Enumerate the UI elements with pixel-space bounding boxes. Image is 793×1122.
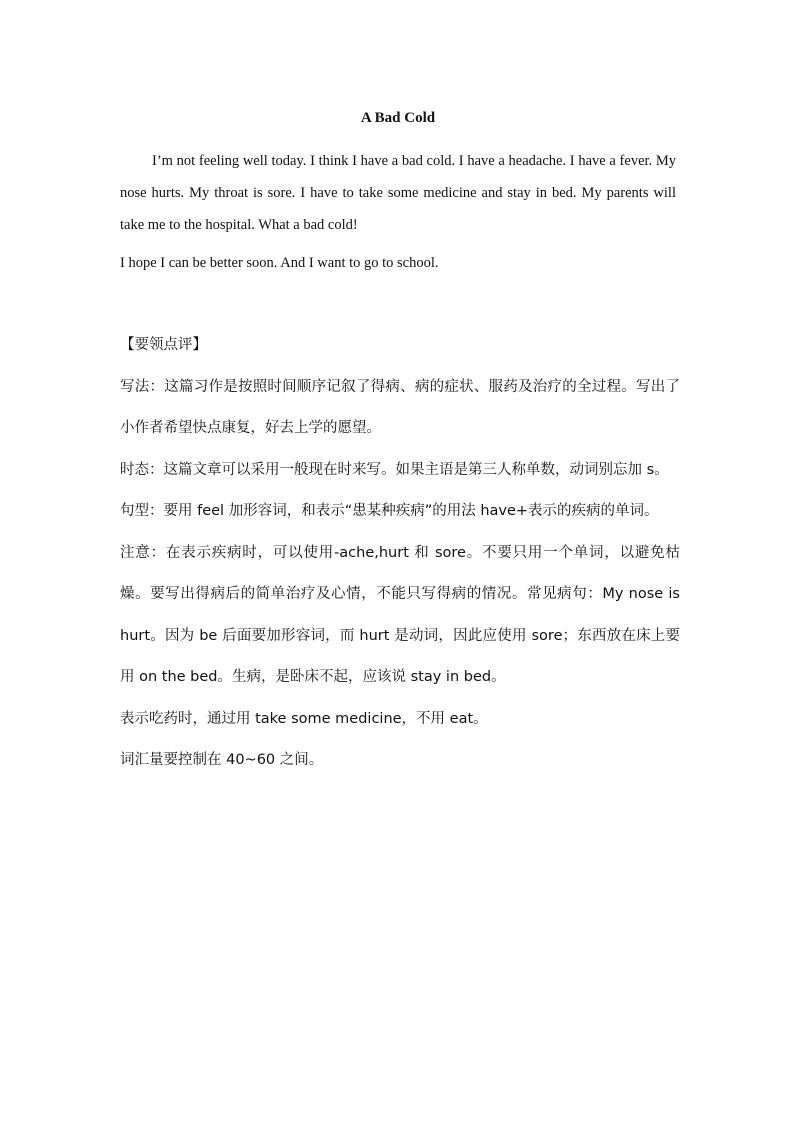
essay-paragraph-1: I’m not feeling well today. I think I have a bad cold. I have a headache. I have a fever. My nose hurts. My throat is sore. I have to take some medicine and stay in bed. My parents will take me to the hospital. What a bad cold! <box>120 153 676 233</box>
essay-title: A Bad Cold <box>360 110 436 126</box>
review-heading: 【要领点评】 <box>120 337 207 353</box>
review-notes: 注意：在表示疾病时，可以使用-ache,hurt 和 sore。不要只用一个单词，以避免枯燥。要写出得病后的简单治疗及心情，不能只写得病的情况。常见病句：My nose is hurt。因为 be 后面要加形容词，而 hurt 是动词，因此应使用 sore；东西放在床上要用 on the bed。生病，是卧床不起，应该说 stay in bed。 <box>120 544 680 685</box>
review-writing: 写法：这篇习作是按照时间顺序记叙了得病、病的症状、服药及治疗的全过程。写出了小作者希望快点康复，好去上学的愿望。 <box>120 378 680 436</box>
review-section <box>120 325 680 782</box>
review-medicine: 表示吃药时，通过用 take some medicine，不用 eat。 <box>120 710 488 727</box>
essay-paragraph-2: I hope I can be better soon. And I want to go to school. <box>120 255 439 271</box>
review-sentence-pattern: 句型：要用 feel 加形容词，和表示“患某种疾病”的用法 have+表示的疾病的单词。 <box>120 503 659 519</box>
review-tense: 时态：这篇文章可以采用一般现在时来写。如果主语是第三人称单数，动词别忘加 s。 <box>120 461 669 478</box>
essay-body <box>120 145 676 279</box>
review-vocabulary: 词汇量要控制在 40~60 之间。 <box>120 752 324 768</box>
